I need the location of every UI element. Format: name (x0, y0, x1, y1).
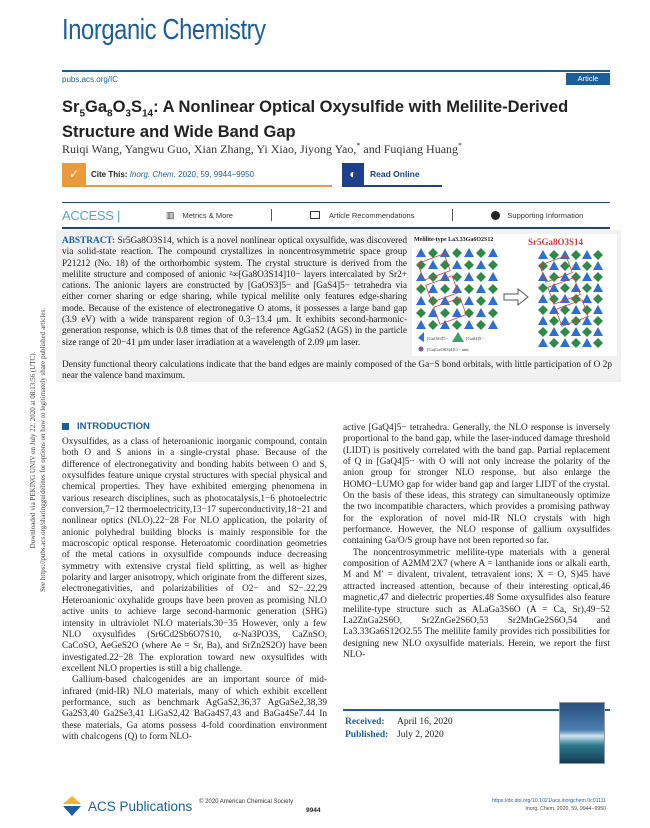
cite-this-text: Cite This: Inorg. Chem. 2020, 59, 9944−9950 (91, 169, 255, 179)
tetrahedron (582, 294, 592, 303)
tetrahedron (488, 308, 498, 318)
tetrahedron (464, 248, 474, 257)
tetrahedron (560, 327, 570, 337)
tetrahedron (416, 260, 426, 270)
crystal-structure-figure (412, 234, 617, 356)
tetrahedron (549, 338, 559, 348)
tetrahedron (488, 284, 498, 294)
sr5ga8o3s14-lattice (538, 250, 603, 348)
download-note-line1: Downloaded via PEKING UNIV on July 22, 2020 at 08:13:56 (UTC). (29, 351, 37, 549)
paragraph: The noncentrosymmetric melilite-type materials with a general composition of A2MM′2X7 (where A = lanthanide ions or alkali earth, M and M′ = divalent, trivalent, tetravalent ions; X = O, S)45 have attracted increased attention, because of their interesting optical,46 magnetic,47 and dielectric properties.48 Some oxysulfides also feature melilite-type structure such as ALaGa3S6O (A = Ca, Sr),49−52 La2ZnGa2S6O, Sr2ZnGe2S6O,53 Sr2MnGe2S6O,54 and La3.33Ga6S12O2.55 The melilite family provides rich possibilities for designing new NLO oxysulfide materials. Herein, we report the first NLO- (343, 547, 610, 660)
legend-unit: [Ga(GaOS3)4]11− unit (427, 347, 469, 352)
tetrahedron (571, 338, 581, 348)
tetrahedron (593, 261, 603, 270)
tetrahedron (440, 284, 450, 294)
author-list: Ruiqi Wang, Yangwu Guo, Xian Zhang, Yi Xiao, Jiyong Yao,* and Fuqiang Huang* (62, 141, 463, 156)
tetrahedron (476, 248, 486, 258)
tetrahedron (582, 250, 592, 259)
title-line1-rest: : A Nonlinear Optical Oxysulfide with Melilite-Derived (153, 98, 569, 116)
tetrahedron (538, 294, 548, 303)
page-number: 9944 (306, 807, 321, 814)
paragraph: Gallium-based chalcogenides are an important source of mid-infrared (mid-IR) NLO materials, many of which exhibit excellent performance, such as benchmark AgGaS2,36,37 AgGaSe2,38,39 Ga2S3,40 Ga2Se3,41 LiGaS2,42 BaGa4S7,43 and BaGa4Se7.44 In these materials, Ga atoms possess 4-fold coordination environment with chalcogens (Q) to form NLO- (62, 675, 327, 742)
tetrahedron (428, 320, 438, 330)
tetrahedron (549, 283, 559, 292)
access-label: ACCESS | (62, 207, 121, 223)
journal-cover-thumbnail[interactable] (559, 702, 605, 764)
header-rule (62, 70, 610, 72)
body-column-left (62, 437, 327, 743)
tetrahedron (452, 248, 462, 258)
tetrahedron (593, 283, 603, 292)
tetrahedron (549, 327, 559, 336)
published-date: July 2, 2020 (397, 730, 444, 740)
abstract-label: ABSTRACT: (62, 236, 116, 246)
tetrahedron (488, 248, 498, 257)
tetrahedron (571, 327, 581, 336)
toc-left-title: Melilite-type La3.33Ga6O2S12 (414, 237, 494, 243)
authors-last[interactable]: and Fuqiang Huang (360, 142, 459, 156)
body-column-right (343, 423, 610, 661)
tetrahedron (571, 261, 581, 270)
tetrahedron (416, 248, 426, 257)
tetrahedron (416, 320, 426, 329)
melilite-lattice (416, 248, 498, 330)
article-type-badge: Article (566, 73, 610, 85)
tetrahedron (416, 296, 426, 305)
title-formula: $Sr_5Ga_8O_3S_{14}$ (62, 98, 154, 120)
tetrahedron (549, 261, 559, 270)
tetrahedron (560, 305, 570, 315)
tetrahedron (464, 320, 474, 329)
tetrahedron (549, 316, 559, 326)
tetrahedron (593, 272, 603, 282)
access-rule-top (62, 202, 610, 203)
metrics-and-more-link[interactable]: ▥ Metrics & More (166, 209, 233, 220)
download-note-line2[interactable]: See https://pubs.acs.org/sharingguidelines for options on how to legitimately share published articles. (39, 308, 47, 592)
section-square-icon (62, 423, 69, 430)
read-online-button[interactable] (342, 163, 442, 187)
article-list-icon (310, 211, 320, 219)
cite-this-bar[interactable] (62, 163, 332, 187)
separator (452, 209, 453, 221)
article-recommendations-link[interactable]: Article Recommendations (310, 211, 414, 220)
tetrahedron (582, 261, 592, 271)
tetrahedron (560, 338, 570, 347)
authors-text[interactable]: Ruiqi Wang, Yangwu Guo, Xian Zhang, Yi Xiao, Jiyong Yao, (62, 142, 357, 156)
tetrahedron (428, 260, 438, 269)
abstract-body: Sr5Ga8O3S14, which is a novel nonlinear optical oxysulfide, was discovered via solid-state reaction. The compound crystallizes in noncentrosymmetric space group P21212 (No. 18) of the orthorhombic system. The crystal structure is derived from the melilite structure and composed of anionic ²∞[Ga8O3S14]10− layers intercalated by Sr2+ cations. The anionic layers are constructed by [GaOS3]5− and [GaS4]5− tetrahedra via either corner sharing or edge sharing, while typical melilite only features edge-sharing mode. Because of the existence of electronegative O atoms, it possesses a large band gap (3.9 eV) with a wide transparent region of 0.3−13.4 μm. It exhibits second-harmonic-generation response, which is 0.8 times that of the reference AgGaS2 (AGS) in the particle size range of 20−41 μm under laser irradiation at a wavelength of 2.09 μm laser. (62, 236, 407, 348)
doi-block (456, 797, 606, 813)
journal-title[interactable]: Inorganic Chemistry (62, 14, 266, 46)
tetrahedron (593, 327, 603, 336)
tetrahedron (464, 296, 474, 305)
tetrahedron (582, 327, 592, 337)
tetrahedron (538, 250, 548, 259)
supporting-info-icon (491, 211, 500, 220)
toc-graphic[interactable] (412, 234, 617, 356)
toc-legend (418, 332, 484, 352)
tetrahedron (476, 284, 486, 293)
access-bar (62, 204, 610, 226)
tetrahedron (488, 260, 498, 270)
tetrahedron (571, 305, 581, 314)
tetrahedron (593, 305, 603, 314)
legend-gas4: [GaS4]5− (466, 336, 484, 341)
toc-right-title: Sr5Ga8O3S14 (528, 237, 584, 247)
tetrahedron (593, 316, 603, 326)
tetrahedron (428, 284, 438, 293)
tetrahedron (476, 272, 486, 282)
tetrahedron (538, 283, 548, 293)
tetrahedron (593, 294, 603, 304)
tetrahedron (476, 308, 486, 317)
unit-cell-outline (434, 298, 466, 324)
tetrahedron (476, 260, 486, 269)
tetrahedron (452, 296, 462, 306)
tetrahedron (593, 338, 603, 348)
tetrahedron (452, 260, 462, 269)
tetrahedron (538, 327, 548, 337)
paragraph: Oxysulfides, as a class of heteroanionic inorganic compound, contain both O and S anions in a single-crystal phase. Because of the difference of electronegativity and bonding habits between O and S, oxysulfides feature unique crystal structures with special physical and chemical properties. They have exhibited emerging phenomena in various research disciplines, such as photocatalysis,1−6 photoelectric conversion,7−12 thermoelectricity,13−17 superconductivity,18−21 and nonlinear optics (NLO).22−28 For NLO application, the polarity of anionic polyhedral building blocks is mainly responsible for the macroscopic optical response. Heteroatomic coordination geometries of the metal cations in oxysulfide compounds induce decreasing symmetry with extensive crystal field splitting, as well as higher polarity and larger anisotropy, which originate from the different sizes, electronegativities, and polarizabilities of O2− and S2−.22,29 Heteroanionic oxyhalide groups have been proven as promising NLO active units to achieve large second-harmonic generation (SHG) intensity in ultraviolet NLO materials.30−35 However, only a few NLO oxysulfides (Sr6Cd2Sb6O7S10, α-Na3PO3S, CaZnSO, CaCoSO, AeGeS2O (where Ae = Sr, Ba), and SrZn2S2O) have been investigated.22−28 The exploration toward new oxysulfides with excellent NLO properties is still a big challenge. (62, 437, 327, 674)
tetrahedron (464, 272, 474, 281)
tetrahedron (582, 283, 592, 293)
tetrahedron (582, 338, 592, 347)
download-note (8, 250, 48, 630)
paragraph: active [GaQ4]5− tetrahedra. Generally, the NLO response is inversely proportional to the band gap, while the laser-induced damage threshold (LIDT) is positively correlated with the band gap. Partial replacement of Q in [GaQ4]5− with O will not only increase the polarity of the anion group for stronger NLO response, but also enlarge the HOMO−LUMO gap for wider band gap and larger LIDT of the crystal. On the basis of these ideas, this strategy can simultaneously optimize the two incompatible characters, which provides a promising pathway for the exploration of novel mid-IR NLO crystals with high performance. However, the NLO response of gallium oxysulfides containing Ga/O/S group have not been reported so far. (343, 423, 610, 547)
access-rule-bottom (62, 227, 610, 229)
tetrahedron (549, 305, 559, 314)
tetrahedron (593, 250, 603, 260)
copyright: © 2020 American Chemical Society (199, 799, 294, 805)
acs-publications-logo[interactable]: ACS Publications (62, 795, 192, 817)
footer-citation: Inorg. Chem. 2020, 59, 9944−9950 (525, 806, 606, 812)
checkmark-icon: ✓ (62, 163, 86, 185)
abstract-tail: Density functional theory calculations indicate that the band edges are mainly composed of the Ga−S bond orbitals, with little participation of O 2p near the valence band maximum. (62, 360, 612, 382)
published-label: Published: (345, 730, 389, 740)
tetrahedron (560, 283, 570, 293)
tetrahedron (538, 316, 548, 325)
tetrahedron (416, 308, 426, 318)
tetrahedron (488, 272, 498, 281)
tetrahedron (452, 308, 462, 317)
bar-chart-icon: ▥ (166, 209, 175, 220)
tetrahedron (571, 294, 581, 304)
legend-gaos3: [GaOS3]5− (427, 336, 449, 341)
tetrahedron (416, 284, 426, 294)
transform-arrow-icon (504, 289, 528, 305)
tetrahedron (488, 320, 498, 329)
abstract-text (62, 236, 407, 349)
tetrahedron (488, 296, 498, 305)
tetrahedron (571, 272, 581, 282)
read-online-label: Read Online (370, 169, 420, 179)
tetrahedron (538, 338, 548, 347)
doi-link[interactable]: https://dx.doi.org/10.1021/acs.inorgchem.0c01111 (492, 798, 606, 804)
acs-logo-icon (62, 795, 82, 817)
publication-dates (345, 716, 453, 742)
tetrahedron (538, 305, 548, 315)
tetrahedron (464, 260, 474, 270)
tetrahedron (452, 320, 462, 330)
introduction-heading: INTRODUCTION (62, 421, 150, 432)
tetrahedron (440, 308, 450, 318)
received-label: Received: (345, 717, 385, 727)
tetrahedron (476, 296, 486, 306)
site-url-link[interactable]: pubs.acs.org/IC (62, 75, 119, 84)
tetrahedron (476, 320, 486, 330)
received-date: April 16, 2020 (397, 717, 453, 727)
title-line2: Structure and Wide Band Gap (62, 123, 296, 142)
separator (271, 209, 272, 221)
tetrahedron (571, 283, 581, 292)
tetrahedron (571, 250, 581, 260)
tetrahedron (582, 272, 592, 281)
paper-title (62, 98, 602, 142)
tetrahedron (464, 284, 474, 294)
supporting-information-link[interactable]: Supporting Information (491, 211, 583, 220)
globe-icon: ◐ (342, 163, 364, 185)
